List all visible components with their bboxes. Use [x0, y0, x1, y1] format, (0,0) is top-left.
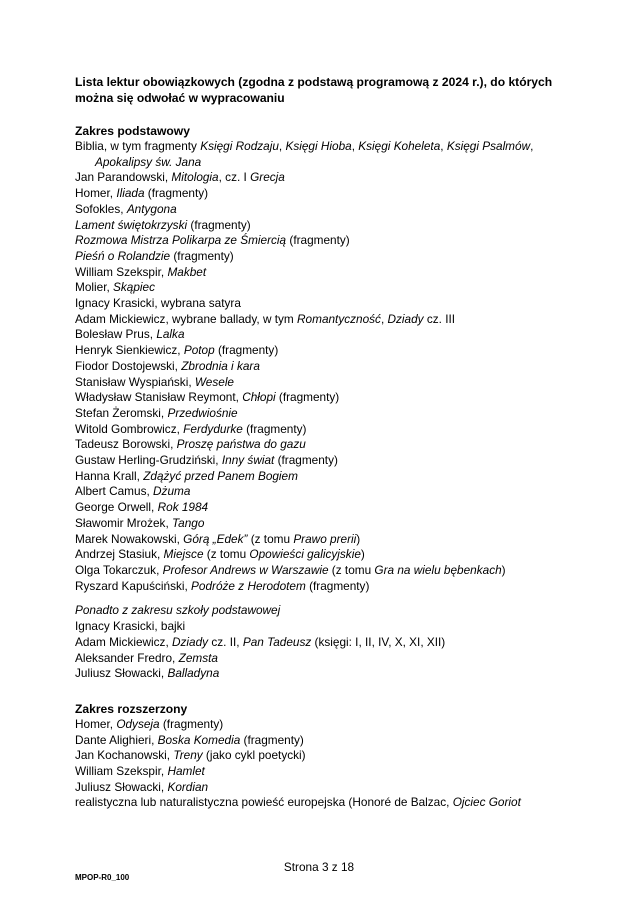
item-title: Dziady	[172, 634, 209, 649]
item-title: Odyseja	[116, 716, 160, 731]
item-title: Profesor Andrews w Warszawie	[162, 562, 329, 577]
list-item	[75, 186, 565, 202]
section-title-basic: Zakres podstawowy	[75, 124, 190, 138]
item-title: Rozmowa Mistrza Polikarpa ze Śmiercią	[75, 233, 287, 248]
item-text: ,	[351, 139, 359, 153]
list-item	[75, 422, 565, 438]
item-text: Ryszard Kapuściński,	[75, 578, 192, 593]
list-item	[75, 795, 565, 811]
item-text: (jako cykl poetycki)	[202, 748, 306, 763]
list-item	[75, 563, 565, 579]
item-title: Treny	[173, 748, 203, 763]
item-text: (z tomu	[328, 562, 375, 577]
item-text: Aleksander Fredro,	[75, 650, 179, 665]
item-title: Dżuma	[153, 484, 191, 499]
item-text: (z tomu	[203, 547, 250, 562]
item-text: (fragmenty)	[144, 186, 209, 201]
item-title: Opowieści galicyjskie	[249, 547, 361, 562]
item-text: ,	[278, 139, 286, 153]
item-text: Albert Camus,	[75, 484, 154, 499]
item-title: Proszę państwa do gazu	[176, 437, 306, 452]
item-title: Romantyczność	[297, 311, 381, 326]
list-item	[75, 717, 565, 733]
item-title: Prawo prerii	[293, 531, 357, 546]
item-text: Jan Parandowski,	[75, 170, 172, 185]
list-item	[75, 375, 565, 391]
section-subtitle-primary-school: Ponadto z zakresu szkoły podstawowej	[75, 603, 281, 618]
item-text: Andrzej Stasiuk,	[75, 547, 164, 562]
item-text: cz. III	[423, 311, 456, 326]
item-title: Iliada	[116, 186, 145, 201]
item-title: Hamlet	[167, 764, 205, 779]
item-title: Zdążyć przed Panem Bogiem	[143, 468, 298, 483]
item-title: Księgi Psalmów	[446, 139, 531, 153]
item-text: ,	[530, 139, 534, 153]
item-title: Mitologia	[171, 170, 219, 185]
list-item	[75, 635, 565, 651]
list-item	[75, 406, 565, 422]
item-title: Boska Komedia	[157, 732, 241, 747]
item-title: Grecja	[250, 170, 285, 185]
item-title: Księgi Hioba	[285, 139, 352, 153]
item-text: Ignacy Krasicki, wybrana satyra	[75, 296, 241, 311]
item-title: Kordian	[167, 779, 209, 794]
item-text: (fragmenty)	[240, 732, 304, 747]
item-text: (fragmenty)	[274, 453, 338, 468]
item-text: (księgi: I, II, IV, X, XI, XII)	[311, 634, 446, 649]
list-item	[75, 469, 565, 485]
list-item	[75, 619, 565, 635]
item-text: Hanna Krall,	[75, 468, 144, 483]
list-item	[75, 296, 565, 312]
list-item	[75, 170, 565, 186]
list-item	[75, 265, 565, 281]
item-text: Dante Alighieri,	[75, 732, 158, 747]
document-page	[75, 74, 565, 811]
list-item	[75, 202, 565, 218]
item-text: Tadeusz Borowski,	[75, 437, 177, 452]
list-item	[75, 547, 565, 563]
item-title: Skąpiec	[113, 280, 156, 295]
list-item	[75, 249, 565, 265]
item-title: Gra na wielu bębenkach	[374, 562, 502, 577]
item-text: Jan Kochanowski,	[75, 748, 174, 763]
item-title: Zemsta	[178, 650, 218, 665]
item-text: Adam Mickiewicz,	[75, 634, 173, 649]
item-title: Inny świat	[221, 453, 275, 468]
item-text: ,	[440, 139, 447, 153]
list-item	[75, 748, 565, 764]
item-text: realistyczna lub naturalistyczna powieść europejska (Honoré de Balzac,	[75, 795, 453, 810]
item-title: Pieśń o Rolandzie	[75, 248, 171, 263]
item-text: (fragmenty)	[305, 578, 370, 593]
item-title: Ferdydurke	[183, 421, 243, 436]
list-item	[75, 327, 565, 343]
list-item	[75, 484, 565, 500]
list-item	[75, 764, 565, 780]
item-text: (fragmenty)	[286, 233, 350, 248]
item-text: Bolesław Prus,	[75, 327, 157, 342]
list-item	[75, 579, 565, 595]
item-text: )	[360, 547, 365, 562]
page-number: Strona 3 z 18	[283, 860, 355, 874]
item-text: Juliusz Słowacki,	[75, 666, 168, 681]
item-text: )	[501, 562, 506, 577]
list-item	[75, 437, 565, 453]
list-item	[75, 390, 565, 406]
list-item	[75, 343, 565, 359]
item-text: Gustaw Herling-Grudziński,	[75, 453, 222, 468]
item-text: (fragmenty)	[170, 248, 234, 263]
item-text: Sławomir Mrożek,	[75, 515, 173, 530]
list-item	[75, 780, 565, 796]
item-text: (fragmenty)	[214, 343, 279, 358]
item-title: Górą „Edek”	[183, 531, 248, 546]
item-text: (fragmenty)	[275, 390, 340, 405]
item-text: , cz. I	[218, 170, 251, 185]
item-text: Marek Nowakowski,	[75, 531, 184, 546]
item-text: )	[356, 531, 361, 546]
item-title: Antygona	[126, 201, 177, 216]
item-text: (z tomu	[247, 531, 294, 546]
list-item	[75, 233, 565, 249]
item-title: Potop	[183, 343, 215, 358]
item-text: Sofokles,	[75, 201, 127, 216]
item-title: Rok 1984	[157, 500, 209, 515]
item-title: Zbrodnia i kara	[181, 358, 260, 373]
item-title: Apokalipsy św. Jana	[95, 154, 202, 169]
item-text: cz. II,	[208, 634, 243, 649]
list-item	[75, 139, 565, 170]
list-item	[75, 280, 565, 296]
section-title-extended: Zakres rozszerzony	[75, 701, 188, 716]
item-text: (fragmenty)	[242, 421, 307, 436]
item-title: Lalka	[156, 327, 185, 342]
item-title: Przedwiośnie	[167, 405, 238, 420]
list-item	[75, 651, 565, 667]
reading-list-basic	[75, 139, 565, 594]
item-text: Stefan Żeromski,	[75, 405, 168, 420]
document-title: Lista lektur obowiązkowych (zgodna z podstawą programową z 2024 r.), do których można się odwołać w wypracowaniu	[75, 75, 553, 105]
item-title: Makbet	[167, 264, 207, 279]
list-item	[75, 500, 565, 516]
list-item	[75, 666, 565, 682]
item-title: Pan Tadeusz	[242, 634, 312, 649]
item-title: Balladyna	[167, 666, 220, 681]
list-item	[75, 359, 565, 375]
item-text: George Orwell,	[75, 500, 158, 515]
item-text: Ignacy Krasicki, bajki	[75, 619, 186, 634]
item-text: (fragmenty)	[187, 217, 251, 232]
item-text: Homer,	[75, 186, 117, 201]
list-item	[75, 516, 565, 532]
item-text: Homer,	[75, 716, 117, 731]
list-item	[75, 453, 565, 469]
item-text: William Szekspir,	[75, 264, 168, 279]
item-text: (fragmenty)	[159, 716, 224, 731]
reading-list-primary-school	[75, 619, 565, 682]
item-title: Podróże z Herodotem	[191, 578, 306, 593]
list-item	[75, 218, 565, 234]
document-code: MPOP-R0_100	[75, 873, 130, 882]
item-text: Stanisław Wyspiański,	[75, 374, 195, 389]
item-text: Molier,	[75, 280, 114, 295]
reading-list-extended	[75, 717, 565, 811]
item-title: Ojciec Goriot	[452, 795, 521, 810]
item-text: Biblia, w tym fragmenty	[75, 139, 201, 153]
item-text: Olga Tokarczuk,	[75, 562, 163, 577]
list-item	[75, 733, 565, 749]
item-title: Chłopi	[242, 390, 276, 405]
item-text: Witold Gombrowicz,	[75, 421, 184, 436]
item-text: Henryk Sienkiewicz,	[75, 343, 184, 358]
item-text: Adam Mickiewicz, wybrane ballady, w tym	[75, 311, 298, 326]
list-item	[75, 532, 565, 548]
list-item	[75, 312, 565, 328]
item-text: Fiodor Dostojewski,	[75, 358, 182, 373]
item-text: ,	[380, 311, 388, 326]
item-title: Tango	[172, 515, 205, 530]
item-title: Księgi Rodzaju	[200, 139, 279, 153]
item-text: Władysław Stanisław Reymont,	[75, 390, 243, 405]
item-text: William Szekspir,	[75, 764, 168, 779]
item-title: Wesele	[194, 374, 234, 389]
item-title: Dziady	[387, 311, 424, 326]
item-title: Miejsce	[163, 547, 204, 562]
item-title: Lament świętokrzyski	[75, 217, 188, 232]
item-text: Juliusz Słowacki,	[75, 779, 168, 794]
item-title: Księgi Koheleta	[358, 139, 441, 153]
